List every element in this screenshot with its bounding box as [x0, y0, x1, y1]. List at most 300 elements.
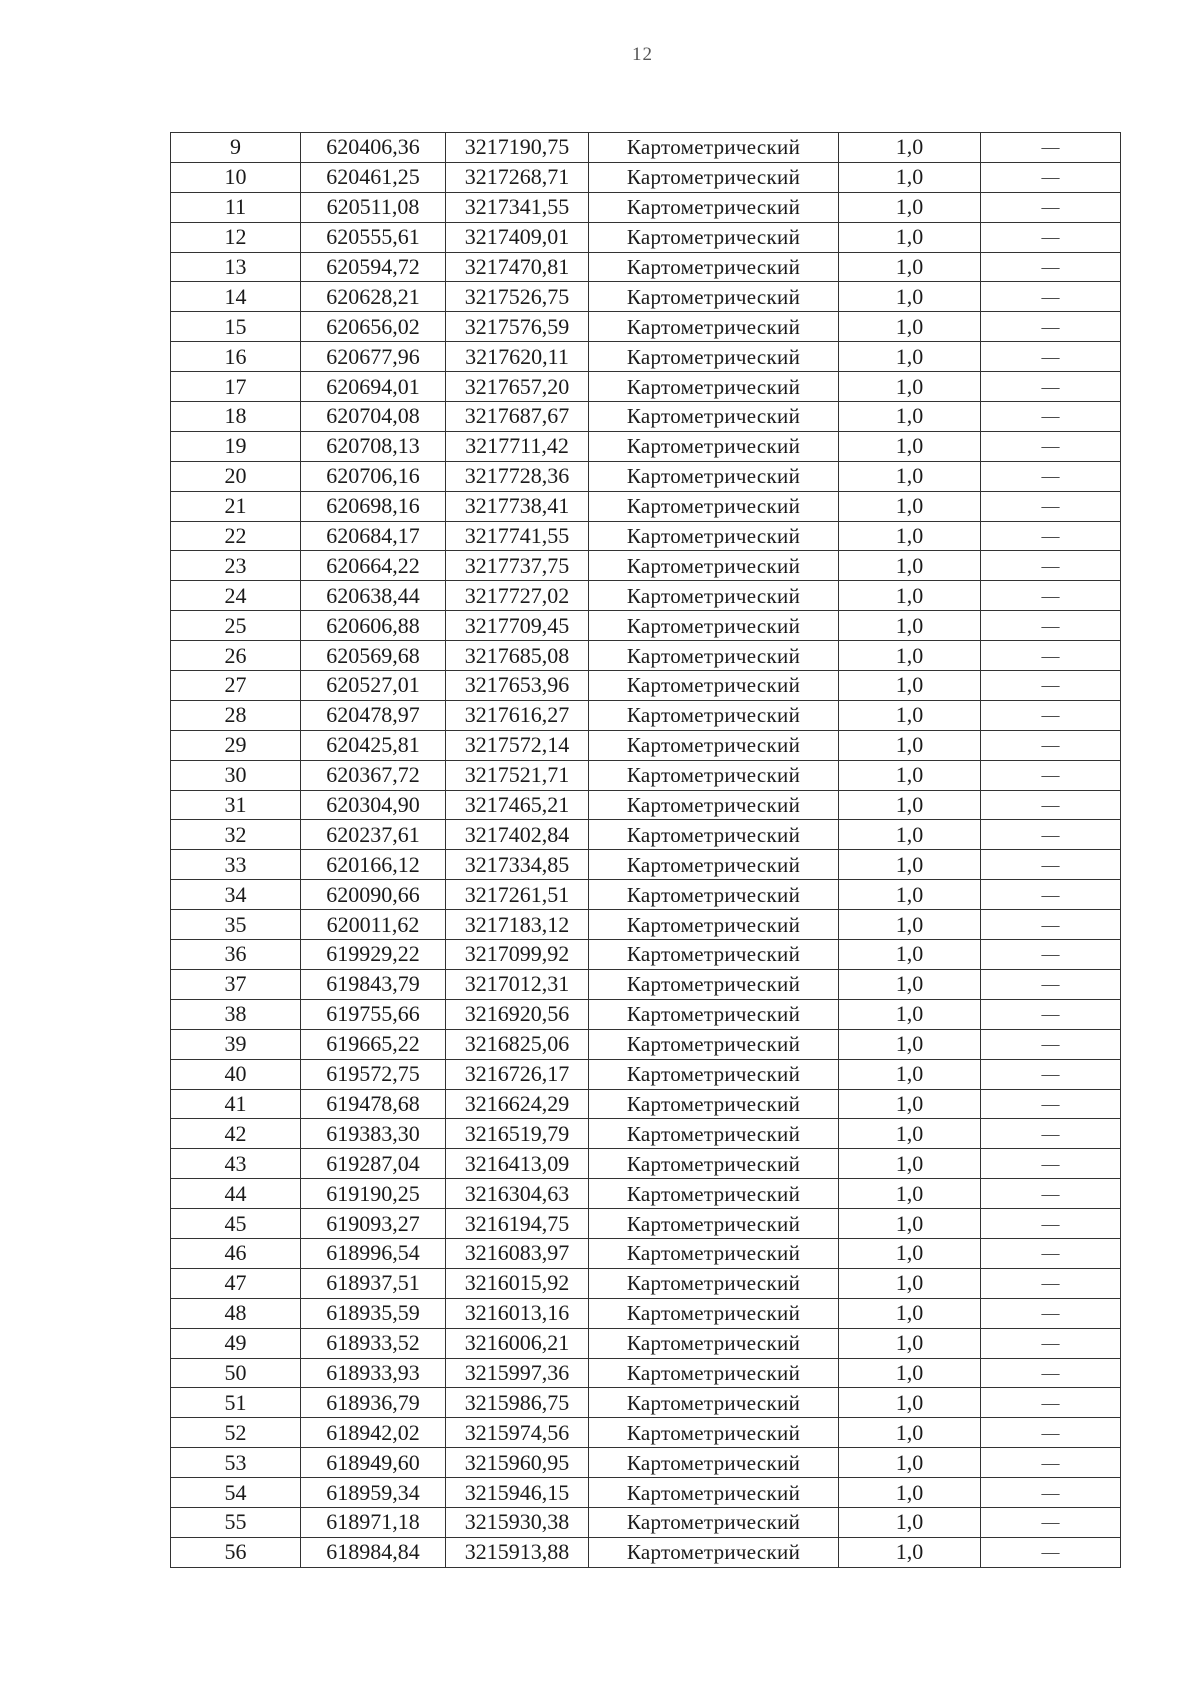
point-number-cell: 31 [171, 790, 301, 820]
table-row [171, 1328, 1121, 1358]
description-cell: — [981, 641, 1121, 671]
method-cell: Картометрический [589, 969, 839, 999]
table-row [171, 491, 1121, 521]
description-cell: — [981, 1298, 1121, 1328]
point-number-cell: 14 [171, 282, 301, 312]
method-cell: Картометрический [589, 1209, 839, 1239]
table-row [171, 402, 1121, 432]
method-cell: Картометрический [589, 671, 839, 701]
table-row [171, 461, 1121, 491]
y-coordinate-cell: 3217685,08 [446, 641, 589, 671]
y-coordinate-cell: 3216726,17 [446, 1059, 589, 1089]
accuracy-cell: 1,0 [839, 1209, 981, 1239]
x-coordinate-cell: 619755,66 [301, 999, 446, 1029]
y-coordinate-cell: 3217190,75 [446, 133, 589, 163]
method-cell: Картометрический [589, 581, 839, 611]
table-row [171, 551, 1121, 581]
x-coordinate-cell: 620425,81 [301, 730, 446, 760]
description-cell: — [981, 1388, 1121, 1418]
point-number-cell: 49 [171, 1328, 301, 1358]
description-cell: — [981, 671, 1121, 701]
accuracy-cell: 1,0 [839, 910, 981, 940]
x-coordinate-cell: 619383,30 [301, 1119, 446, 1149]
method-cell: Картометрический [589, 641, 839, 671]
x-coordinate-cell: 619287,04 [301, 1149, 446, 1179]
table-row [171, 1537, 1121, 1567]
x-coordinate-cell: 618937,51 [301, 1268, 446, 1298]
point-number-cell: 26 [171, 641, 301, 671]
description-cell: — [981, 1059, 1121, 1089]
point-number-cell: 53 [171, 1448, 301, 1478]
y-coordinate-cell: 3217402,84 [446, 820, 589, 850]
y-coordinate-cell: 3217728,36 [446, 461, 589, 491]
table-row [171, 342, 1121, 372]
method-cell: Картометрический [589, 342, 839, 372]
x-coordinate-cell: 620367,72 [301, 760, 446, 790]
x-coordinate-cell: 618933,93 [301, 1358, 446, 1388]
y-coordinate-cell: 3215930,38 [446, 1507, 589, 1537]
description-cell: — [981, 1478, 1121, 1508]
accuracy-cell: 1,0 [839, 1507, 981, 1537]
method-cell: Картометрический [589, 461, 839, 491]
table-row [171, 1268, 1121, 1298]
point-number-cell: 35 [171, 910, 301, 940]
accuracy-cell: 1,0 [839, 880, 981, 910]
accuracy-cell: 1,0 [839, 760, 981, 790]
description-cell: — [981, 1029, 1121, 1059]
point-number-cell: 51 [171, 1388, 301, 1418]
x-coordinate-cell: 619929,22 [301, 940, 446, 970]
y-coordinate-cell: 3216013,16 [446, 1298, 589, 1328]
table-row [171, 192, 1121, 222]
point-number-cell: 54 [171, 1478, 301, 1508]
x-coordinate-cell: 620569,68 [301, 641, 446, 671]
table-row [171, 641, 1121, 671]
x-coordinate-cell: 620694,01 [301, 372, 446, 402]
y-coordinate-cell: 3217521,71 [446, 760, 589, 790]
description-cell: — [981, 551, 1121, 581]
accuracy-cell: 1,0 [839, 1089, 981, 1119]
x-coordinate-cell: 620664,22 [301, 551, 446, 581]
description-cell: — [981, 461, 1121, 491]
y-coordinate-cell: 3217261,51 [446, 880, 589, 910]
accuracy-cell: 1,0 [839, 312, 981, 342]
x-coordinate-cell: 619190,25 [301, 1179, 446, 1209]
table-row [171, 910, 1121, 940]
x-coordinate-cell: 620237,61 [301, 820, 446, 850]
x-coordinate-cell: 620166,12 [301, 850, 446, 880]
point-number-cell: 9 [171, 133, 301, 163]
table-row [171, 850, 1121, 880]
point-number-cell: 33 [171, 850, 301, 880]
point-number-cell: 19 [171, 431, 301, 461]
method-cell: Картометрический [589, 1179, 839, 1209]
point-number-cell: 40 [171, 1059, 301, 1089]
accuracy-cell: 1,0 [839, 222, 981, 252]
description-cell: — [981, 910, 1121, 940]
table-row [171, 282, 1121, 312]
method-cell: Картометрический [589, 1478, 839, 1508]
method-cell: Картометрический [589, 1418, 839, 1448]
x-coordinate-cell: 620090,66 [301, 880, 446, 910]
description-cell: — [981, 969, 1121, 999]
method-cell: Картометрический [589, 312, 839, 342]
point-number-cell: 17 [171, 372, 301, 402]
point-number-cell: 37 [171, 969, 301, 999]
y-coordinate-cell: 3217711,42 [446, 431, 589, 461]
point-number-cell: 21 [171, 491, 301, 521]
x-coordinate-cell: 620304,90 [301, 790, 446, 820]
description-cell: — [981, 790, 1121, 820]
table-row [171, 999, 1121, 1029]
table-row [171, 700, 1121, 730]
description-cell: — [981, 1209, 1121, 1239]
table-row [171, 1029, 1121, 1059]
point-number-cell: 50 [171, 1358, 301, 1388]
accuracy-cell: 1,0 [839, 1478, 981, 1508]
x-coordinate-cell: 619478,68 [301, 1089, 446, 1119]
description-cell: — [981, 999, 1121, 1029]
description-cell: — [981, 850, 1121, 880]
method-cell: Картометрический [589, 1358, 839, 1388]
accuracy-cell: 1,0 [839, 790, 981, 820]
accuracy-cell: 1,0 [839, 431, 981, 461]
description-cell: — [981, 1328, 1121, 1358]
table-row [171, 1507, 1121, 1537]
method-cell: Картометрический [589, 1059, 839, 1089]
accuracy-cell: 1,0 [839, 999, 981, 1029]
y-coordinate-cell: 3217727,02 [446, 581, 589, 611]
accuracy-cell: 1,0 [839, 1268, 981, 1298]
y-coordinate-cell: 3217709,45 [446, 611, 589, 641]
method-cell: Картометрический [589, 850, 839, 880]
table-row [171, 1119, 1121, 1149]
point-number-cell: 39 [171, 1029, 301, 1059]
description-cell: — [981, 521, 1121, 551]
y-coordinate-cell: 3217012,31 [446, 969, 589, 999]
point-number-cell: 15 [171, 312, 301, 342]
accuracy-cell: 1,0 [839, 1059, 981, 1089]
accuracy-cell: 1,0 [839, 611, 981, 641]
accuracy-cell: 1,0 [839, 1238, 981, 1268]
method-cell: Картометрический [589, 1149, 839, 1179]
table-row [171, 1298, 1121, 1328]
point-number-cell: 27 [171, 671, 301, 701]
method-cell: Картометрический [589, 491, 839, 521]
accuracy-cell: 1,0 [839, 1418, 981, 1448]
point-number-cell: 10 [171, 162, 301, 192]
x-coordinate-cell: 620638,44 [301, 581, 446, 611]
point-number-cell: 12 [171, 222, 301, 252]
method-cell: Картометрический [589, 1298, 839, 1328]
description-cell: — [981, 730, 1121, 760]
method-cell: Картометрический [589, 910, 839, 940]
table-row [171, 162, 1121, 192]
point-number-cell: 42 [171, 1119, 301, 1149]
x-coordinate-cell: 620555,61 [301, 222, 446, 252]
table-row [171, 940, 1121, 970]
point-number-cell: 18 [171, 402, 301, 432]
method-cell: Картометрический [589, 1268, 839, 1298]
y-coordinate-cell: 3216920,56 [446, 999, 589, 1029]
accuracy-cell: 1,0 [839, 850, 981, 880]
x-coordinate-cell: 620594,72 [301, 252, 446, 282]
y-coordinate-cell: 3215986,75 [446, 1388, 589, 1418]
point-number-cell: 30 [171, 760, 301, 790]
accuracy-cell: 1,0 [839, 641, 981, 671]
point-number-cell: 46 [171, 1238, 301, 1268]
accuracy-cell: 1,0 [839, 700, 981, 730]
coordinates-table [170, 132, 1121, 1568]
point-number-cell: 13 [171, 252, 301, 282]
y-coordinate-cell: 3217741,55 [446, 521, 589, 551]
accuracy-cell: 1,0 [839, 551, 981, 581]
description-cell: — [981, 133, 1121, 163]
accuracy-cell: 1,0 [839, 1537, 981, 1567]
accuracy-cell: 1,0 [839, 820, 981, 850]
table-row [171, 790, 1121, 820]
description-cell: — [981, 252, 1121, 282]
y-coordinate-cell: 3217183,12 [446, 910, 589, 940]
y-coordinate-cell: 3217576,59 [446, 312, 589, 342]
y-coordinate-cell: 3215974,56 [446, 1418, 589, 1448]
method-cell: Картометрический [589, 521, 839, 551]
point-number-cell: 56 [171, 1537, 301, 1567]
description-cell: — [981, 1089, 1121, 1119]
point-number-cell: 34 [171, 880, 301, 910]
x-coordinate-cell: 620706,16 [301, 461, 446, 491]
accuracy-cell: 1,0 [839, 1358, 981, 1388]
point-number-cell: 22 [171, 521, 301, 551]
point-number-cell: 48 [171, 1298, 301, 1328]
point-number-cell: 16 [171, 342, 301, 372]
method-cell: Картометрический [589, 1448, 839, 1478]
x-coordinate-cell: 618949,60 [301, 1448, 446, 1478]
accuracy-cell: 1,0 [839, 133, 981, 163]
accuracy-cell: 1,0 [839, 342, 981, 372]
description-cell: — [981, 1448, 1121, 1478]
point-number-cell: 11 [171, 192, 301, 222]
accuracy-cell: 1,0 [839, 461, 981, 491]
description-cell: — [981, 880, 1121, 910]
method-cell: Картометрический [589, 162, 839, 192]
x-coordinate-cell: 619843,79 [301, 969, 446, 999]
accuracy-cell: 1,0 [839, 1448, 981, 1478]
description-cell: — [981, 192, 1121, 222]
y-coordinate-cell: 3217409,01 [446, 222, 589, 252]
description-cell: — [981, 1149, 1121, 1179]
accuracy-cell: 1,0 [839, 1328, 981, 1358]
description-cell: — [981, 760, 1121, 790]
table-row [171, 1478, 1121, 1508]
x-coordinate-cell: 618959,34 [301, 1478, 446, 1508]
table-row [171, 1358, 1121, 1388]
accuracy-cell: 1,0 [839, 581, 981, 611]
accuracy-cell: 1,0 [839, 402, 981, 432]
x-coordinate-cell: 620406,36 [301, 133, 446, 163]
description-cell: — [981, 820, 1121, 850]
accuracy-cell: 1,0 [839, 1029, 981, 1059]
point-number-cell: 32 [171, 820, 301, 850]
y-coordinate-cell: 3216083,97 [446, 1238, 589, 1268]
method-cell: Картометрический [589, 431, 839, 461]
table-row [171, 1238, 1121, 1268]
y-coordinate-cell: 3216519,79 [446, 1119, 589, 1149]
accuracy-cell: 1,0 [839, 372, 981, 402]
y-coordinate-cell: 3217268,71 [446, 162, 589, 192]
point-number-cell: 41 [171, 1089, 301, 1119]
method-cell: Картометрический [589, 252, 839, 282]
y-coordinate-cell: 3217653,96 [446, 671, 589, 701]
accuracy-cell: 1,0 [839, 969, 981, 999]
method-cell: Картометрический [589, 700, 839, 730]
point-number-cell: 20 [171, 461, 301, 491]
accuracy-cell: 1,0 [839, 162, 981, 192]
table-row [171, 760, 1121, 790]
method-cell: Картометрический [589, 880, 839, 910]
method-cell: Картометрический [589, 1089, 839, 1119]
y-coordinate-cell: 3217572,14 [446, 730, 589, 760]
method-cell: Картометрический [589, 760, 839, 790]
description-cell: — [981, 282, 1121, 312]
x-coordinate-cell: 619572,75 [301, 1059, 446, 1089]
y-coordinate-cell: 3217470,81 [446, 252, 589, 282]
y-coordinate-cell: 3217737,75 [446, 551, 589, 581]
point-number-cell: 36 [171, 940, 301, 970]
x-coordinate-cell: 620511,08 [301, 192, 446, 222]
accuracy-cell: 1,0 [839, 1179, 981, 1209]
y-coordinate-cell: 3215960,95 [446, 1448, 589, 1478]
page-number: 12 [632, 44, 653, 65]
table-row [171, 372, 1121, 402]
point-number-cell: 44 [171, 1179, 301, 1209]
point-number-cell: 43 [171, 1149, 301, 1179]
point-number-cell: 28 [171, 700, 301, 730]
accuracy-cell: 1,0 [839, 1149, 981, 1179]
y-coordinate-cell: 3216413,09 [446, 1149, 589, 1179]
table-row [171, 730, 1121, 760]
x-coordinate-cell: 620708,13 [301, 431, 446, 461]
x-coordinate-cell: 618933,52 [301, 1328, 446, 1358]
description-cell: — [981, 1418, 1121, 1448]
x-coordinate-cell: 618936,79 [301, 1388, 446, 1418]
description-cell: — [981, 491, 1121, 521]
y-coordinate-cell: 3216304,63 [446, 1179, 589, 1209]
description-cell: — [981, 431, 1121, 461]
table-row [171, 671, 1121, 701]
table-row [171, 1209, 1121, 1239]
x-coordinate-cell: 620704,08 [301, 402, 446, 432]
x-coordinate-cell: 619665,22 [301, 1029, 446, 1059]
description-cell: — [981, 1119, 1121, 1149]
method-cell: Картометрический [589, 133, 839, 163]
method-cell: Картометрический [589, 820, 839, 850]
description-cell: — [981, 940, 1121, 970]
table-row [171, 252, 1121, 282]
table-row [171, 521, 1121, 551]
table-row [171, 1448, 1121, 1478]
y-coordinate-cell: 3215913,88 [446, 1537, 589, 1567]
accuracy-cell: 1,0 [839, 491, 981, 521]
y-coordinate-cell: 3216825,06 [446, 1029, 589, 1059]
accuracy-cell: 1,0 [839, 1119, 981, 1149]
y-coordinate-cell: 3215997,36 [446, 1358, 589, 1388]
method-cell: Картометрический [589, 611, 839, 641]
description-cell: — [981, 162, 1121, 192]
table-row [171, 1059, 1121, 1089]
point-number-cell: 24 [171, 581, 301, 611]
y-coordinate-cell: 3216006,21 [446, 1328, 589, 1358]
table-row [171, 581, 1121, 611]
x-coordinate-cell: 620478,97 [301, 700, 446, 730]
point-number-cell: 29 [171, 730, 301, 760]
x-coordinate-cell: 620684,17 [301, 521, 446, 551]
method-cell: Картометрический [589, 1507, 839, 1537]
description-cell: — [981, 1268, 1121, 1298]
y-coordinate-cell: 3217341,55 [446, 192, 589, 222]
table-row [171, 133, 1121, 163]
x-coordinate-cell: 620527,01 [301, 671, 446, 701]
point-number-cell: 47 [171, 1268, 301, 1298]
y-coordinate-cell: 3216624,29 [446, 1089, 589, 1119]
y-coordinate-cell: 3215946,15 [446, 1478, 589, 1508]
method-cell: Картометрический [589, 402, 839, 432]
table-row [171, 1179, 1121, 1209]
table-row [171, 222, 1121, 252]
table-row [171, 312, 1121, 342]
accuracy-cell: 1,0 [839, 1388, 981, 1418]
description-cell: — [981, 1358, 1121, 1388]
point-number-cell: 52 [171, 1418, 301, 1448]
x-coordinate-cell: 620461,25 [301, 162, 446, 192]
description-cell: — [981, 700, 1121, 730]
y-coordinate-cell: 3217465,21 [446, 790, 589, 820]
point-number-cell: 25 [171, 611, 301, 641]
description-cell: — [981, 312, 1121, 342]
x-coordinate-cell: 618971,18 [301, 1507, 446, 1537]
x-coordinate-cell: 620698,16 [301, 491, 446, 521]
description-cell: — [981, 1507, 1121, 1537]
x-coordinate-cell: 620628,21 [301, 282, 446, 312]
accuracy-cell: 1,0 [839, 730, 981, 760]
table-row [171, 1418, 1121, 1448]
description-cell: — [981, 342, 1121, 372]
method-cell: Картометрический [589, 790, 839, 820]
point-number-cell: 55 [171, 1507, 301, 1537]
y-coordinate-cell: 3217616,27 [446, 700, 589, 730]
method-cell: Картометрический [589, 192, 839, 222]
y-coordinate-cell: 3217620,11 [446, 342, 589, 372]
accuracy-cell: 1,0 [839, 521, 981, 551]
x-coordinate-cell: 620677,96 [301, 342, 446, 372]
table-row [171, 1089, 1121, 1119]
y-coordinate-cell: 3216015,92 [446, 1268, 589, 1298]
method-cell: Картометрический [589, 1119, 839, 1149]
table-row [171, 1388, 1121, 1418]
method-cell: Картометрический [589, 222, 839, 252]
method-cell: Картометрический [589, 940, 839, 970]
x-coordinate-cell: 618942,02 [301, 1418, 446, 1448]
description-cell: — [981, 372, 1121, 402]
y-coordinate-cell: 3216194,75 [446, 1209, 589, 1239]
description-cell: — [981, 1179, 1121, 1209]
point-number-cell: 45 [171, 1209, 301, 1239]
accuracy-cell: 1,0 [839, 282, 981, 312]
description-cell: — [981, 222, 1121, 252]
method-cell: Картометрический [589, 282, 839, 312]
method-cell: Картометрический [589, 730, 839, 760]
description-cell: — [981, 402, 1121, 432]
